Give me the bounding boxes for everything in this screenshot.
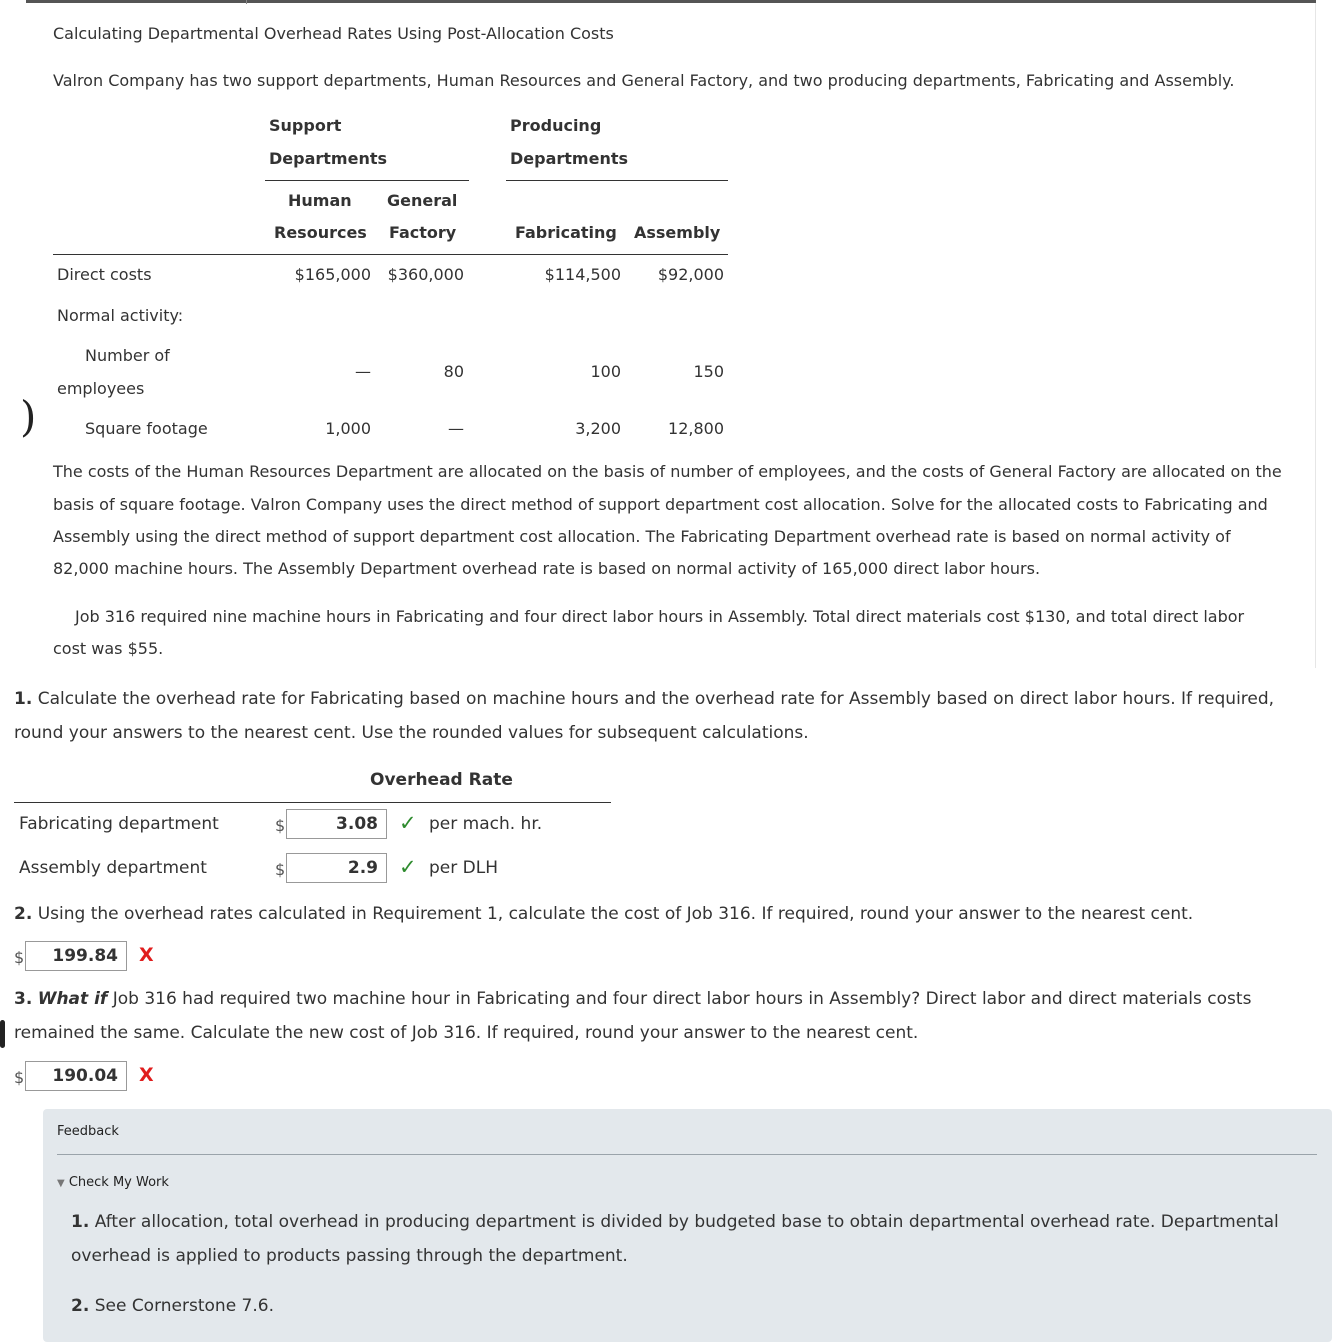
producing-group-rule	[506, 180, 728, 181]
col-fabricating: Fabricating	[515, 223, 617, 242]
incorrect-x-icon: X	[139, 944, 154, 966]
overhead-rate-header: Overhead Rate	[370, 770, 513, 790]
support-group-rule	[265, 180, 469, 181]
left-bracket-bar-icon	[0, 1020, 5, 1048]
content-right-rule	[1315, 3, 1316, 668]
correct-check-icon: ✓	[399, 855, 417, 879]
fabricating-unit: per mach. hr.	[429, 814, 543, 834]
row-label-line1: Number of	[85, 346, 170, 365]
currency-symbol: $	[275, 816, 286, 835]
cell-gf: 80	[443, 362, 464, 381]
col-gf-line1: General	[387, 191, 458, 210]
q3-text: Job 316 had required two machine hour in Fabricating and four direct labor hours in Assembly? Direct labor and direct materials costs	[112, 989, 1252, 1009]
q2-number: 2.	[14, 904, 33, 924]
job-line: Job 316 required nine machine hours in Fabricating and four direct labor hours in Assembly. Total direct materials cost $130, and total direct labor	[75, 607, 1245, 626]
cell-asm: $92,000	[657, 265, 724, 284]
row-label: Direct costs	[57, 265, 152, 284]
row-normal-activity: Normal activity:	[57, 306, 184, 325]
overhead-rate-rule	[14, 802, 611, 803]
description-line: The costs of the Human Resources Department are allocated on the basis of number of employees, and the costs of General Factory are allocated on the	[53, 462, 1282, 481]
cell-hr: 1,000	[325, 419, 371, 438]
top-border-mark	[246, 0, 247, 4]
feedback-item-2-text: See Cornerstone 7.6.	[94, 1296, 274, 1316]
col-hr-line1: Human	[288, 191, 352, 210]
cell-fab: 3,200	[575, 419, 621, 438]
feedback-item-2	[71, 1296, 274, 1316]
col-assembly: Assembly	[634, 223, 721, 242]
q1-text: Calculate the overhead rate for Fabricating based on machine hours and the overhead rate for Assembly based on direct labor hours. If required,	[37, 689, 1275, 709]
feedback-item-1-text: After allocation, total overhead in producing department is divided by budgeted base to obtain departmental overhead rate. Departmental	[94, 1212, 1279, 1232]
check-my-work-toggle[interactable]	[57, 1175, 169, 1190]
fabricating-rate-input[interactable]: 3.08	[286, 809, 387, 839]
currency-symbol: $	[14, 948, 25, 967]
feedback-item-2-number: 2.	[71, 1296, 90, 1316]
q3-line2: remained the same. Calculate the new cost of Job 316. If required, round your answer to the nearest cent.	[14, 1023, 919, 1043]
col-gf-line2: Factory	[389, 223, 457, 242]
assembly-unit: per DLH	[429, 858, 498, 878]
left-bracket-icon: )	[20, 392, 37, 441]
correct-check-icon: ✓	[399, 811, 417, 835]
cell-gf: $360,000	[387, 265, 464, 284]
row-label-line2: employees	[57, 379, 145, 398]
feedback-item-1-line2: overhead is applied to products passing through the department.	[71, 1246, 628, 1266]
job-line: cost was $55.	[53, 639, 164, 658]
description-line: Assembly using the direct method of support department cost allocation. The Fabricating Department overhead rate is based on normal activity of	[53, 527, 1231, 546]
incorrect-x-icon: X	[139, 1064, 154, 1086]
job-cost-input[interactable]: 199.84	[25, 941, 127, 971]
currency-symbol: $	[275, 860, 286, 879]
fabricating-label: Fabricating department	[19, 814, 219, 834]
q1-line2: round your answers to the nearest cent. Use the rounded values for subsequent calculations.	[14, 723, 809, 743]
cell-hr: —	[355, 362, 371, 381]
q3-what-if: What if	[37, 989, 108, 1009]
q1-number: 1.	[14, 689, 33, 709]
problem-intro: Valron Company has two support departments, Human Resources and General Factory, and two producing departments, Fabricating and Assembly.	[53, 71, 1235, 90]
new-job-cost-input[interactable]: 190.04	[25, 1061, 127, 1091]
top-border	[26, 0, 1316, 3]
cell-asm: 150	[693, 362, 724, 381]
group-support-line2: Departments	[269, 149, 388, 168]
q2-text: Using the overhead rates calculated in Requirement 1, calculate the cost of Job 316. If required, round your answer to the nearest cent.	[37, 904, 1194, 924]
group-producing-line2: Departments	[510, 149, 629, 168]
feedback-rule	[57, 1154, 1317, 1155]
cell-fab: 100	[590, 362, 621, 381]
q3-line1	[14, 989, 1251, 1009]
cell-asm: 12,800	[668, 419, 724, 438]
group-support-line1: Support	[269, 116, 342, 135]
description-line: 82,000 machine hours. The Assembly Department overhead rate is based on normal activity of 165,000 direct labor hours.	[53, 559, 1041, 578]
q1-line1	[14, 689, 1274, 709]
cell-hr: $165,000	[294, 265, 371, 284]
problem-title: Calculating Departmental Overhead Rates Using Post-Allocation Costs	[53, 24, 614, 43]
assembly-rate-input[interactable]: 2.9	[286, 853, 387, 883]
feedback-item-1-number: 1.	[71, 1212, 90, 1232]
triangle-down-icon: ▼	[57, 1178, 65, 1189]
cell-gf: —	[448, 419, 464, 438]
q3-number: 3.	[14, 989, 33, 1009]
header-rule	[53, 254, 728, 255]
feedback-item-1-line1	[71, 1212, 1279, 1232]
col-hr-line2: Resources	[274, 223, 367, 242]
row-label: Square footage	[85, 419, 208, 438]
q2-line	[14, 904, 1193, 924]
feedback-heading: Feedback	[57, 1124, 119, 1139]
description-line: basis of square footage. Valron Company uses the direct method of support department cost allocation. Solve for the allocated costs to Fabricating and	[53, 495, 1268, 514]
assembly-label: Assembly department	[19, 858, 207, 878]
currency-symbol: $	[14, 1068, 25, 1087]
cell-fab: $114,500	[544, 265, 621, 284]
group-producing-line1: Producing	[510, 116, 602, 135]
check-my-work-label: Check My Work	[68, 1175, 169, 1190]
